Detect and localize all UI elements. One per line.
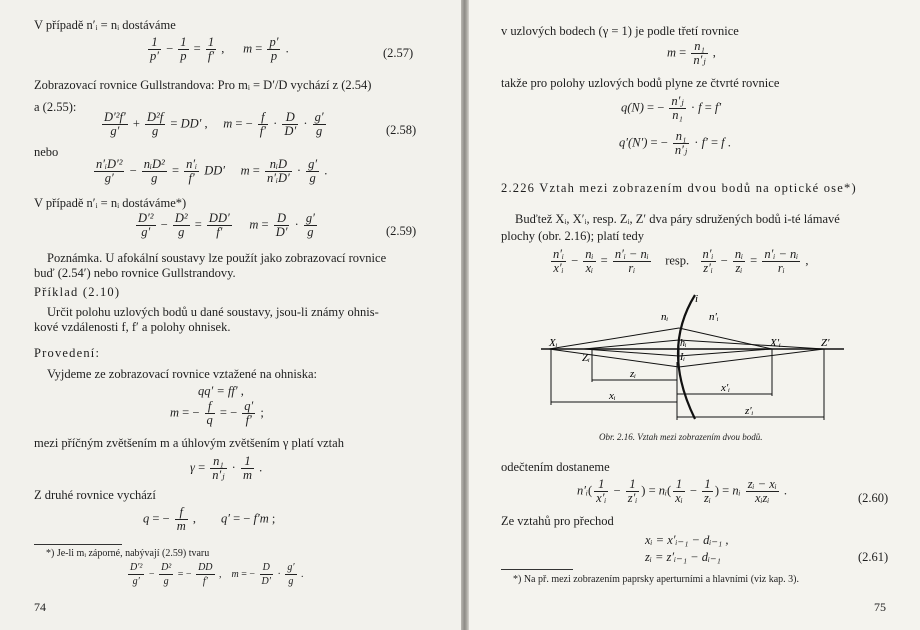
figure-label: z′ᵢ	[745, 405, 754, 417]
book-gutter	[461, 0, 469, 630]
equation: q′(N′) = − $\frac{\text{n₁}}{\text{n′ⱼ}}$ · f′ = f .	[619, 129, 731, 157]
figure-label: xᵢ	[609, 390, 616, 402]
equation-2-58: $\frac{\text{D′²f′}}{g'}$ + $\frac{\text{D²f}}{g}$ = DD′ , m = − $\frac{f}{f'}$ · $\frac{D}{D'}$ · $\frac{g'}{g}$	[104, 110, 324, 138]
figure-label: Zᵢ	[582, 352, 590, 364]
equation: q(N) = − $\frac{\text{n′ⱼ}}{\text{n₁}}$ · f = f′	[621, 94, 722, 122]
equation: zᵢ = z′ᵢ₋₁ − dᵢ₋₁	[645, 550, 721, 564]
footnote: *) Na př. mezi zobrazením paprsky aperturními a hlavními (viz kap. 3).	[513, 574, 800, 585]
equation-2-59: $\frac{\text{D′²}}{g'}$ − $\frac{\text{D²}}{g}$ = $\frac{DD'}{f'}$ m = $\frac{D}{D'}$ · $\frac{g'}{g}$	[138, 211, 315, 239]
equation-number: (2.58)	[386, 123, 417, 137]
equation-number: (2.60)	[858, 491, 889, 505]
example-heading: Příklad (2.10)	[34, 285, 121, 299]
text-line: Buďtež Xᵢ, X′ᵢ, resp. Zᵢ, Z′ dva páry sdružených bodů i-té lámavé	[515, 212, 840, 226]
figure-label: Xᵢ	[549, 337, 558, 349]
text-line: buď (2.54′) nebo rovnice Gullstrandovy.	[34, 266, 236, 280]
text-line: Poznámka. U afokální soustavy lze použít jako zobrazovací rovnice	[47, 251, 387, 265]
figure-label: Z′	[821, 337, 830, 349]
page-number: 75	[874, 600, 886, 614]
section-heading: 2.226 Vztah mezi zobrazením dvou bodů na optické ose*)	[501, 181, 857, 195]
text-line: Vyjdeme ze zobrazovací rovnice vztažené na ohniska:	[47, 367, 318, 381]
right-page	[469, 0, 920, 630]
equation: m = − $\frac{f}{q}$ = − $\frac{q'}{f'}$ ;	[170, 399, 264, 427]
equation: γ = $\frac{\text{n₁}}{\text{n′ⱼ}}$ · $\frac{1}{m}$ .	[190, 454, 263, 482]
text-line: nebo	[34, 145, 59, 159]
equation: m = $\frac{\text{n₁}}{\text{n′ⱼ}}$ ,	[667, 39, 716, 67]
text-line: odečtením dostaneme	[501, 460, 610, 474]
equation: xᵢ = x′ᵢ₋₁ − dᵢ₋₁ ,	[645, 533, 729, 547]
text-line: mezi příčným zvětšením m a úhlovým zvětšením γ platí vztah	[34, 436, 344, 450]
figure-label: x′ᵢ	[721, 382, 731, 394]
text-line: plochy (obr. 2.16); platí tedy	[501, 229, 645, 243]
equation-2-60: n′ᵢ( $\frac{1}{\text{x′ᵢ}}$ − $\frac{1}{\text{z′ᵢ}}$ ) = nᵢ( $\frac{1}{\text{xᵢ}}$ − $\frac{1}{\text{zᵢ}}$ ) = nᵢ $\frac{\text{zᵢ − xᵢ}}{\text{xᵢzᵢ}}$ .	[577, 477, 787, 505]
figure-label: i	[695, 293, 699, 305]
footnote-equation: $\frac{\text{D′²}}{g'}$ − $\frac{\text{D²}}{g}$ = − $\frac{DD}{f'}$ , m = − $\frac{D}{D'}$ · $\frac{g'}{g}$ .	[130, 562, 304, 587]
page-number: 74	[34, 600, 46, 614]
figure-label: n′ᵢ	[709, 311, 719, 323]
solution-heading: Provedení:	[34, 346, 101, 360]
figure-caption: Obr. 2.16. Vztah mezi zobrazením dvou bodů.	[599, 432, 763, 442]
figure-2-16	[469, 290, 920, 430]
text-line: Z druhé rovnice vychází	[34, 488, 156, 502]
text-line: Zobrazovací rovnice Gullstrandova: Pro mᵢ = D′/D vychází z (2.54)	[34, 78, 372, 92]
figure-label: X′ᵢ	[770, 337, 781, 349]
footnote-rule	[501, 569, 573, 570]
text-line: v uzlových bodech (γ = 1) je podle třetí rovnice	[501, 24, 739, 38]
equation-2-57: $\frac{1}{p'}$ − $\frac{1}{p}$ = $\frac{1}{f'}$ , m = $\frac{p'}{p}$ .	[150, 35, 289, 63]
text-line: Ze vztahů pro přechod	[501, 514, 614, 528]
text-line: V případě n′ᵢ = nᵢ dostáváme*)	[34, 196, 187, 210]
text-line: a (2.55):	[34, 100, 77, 114]
figure-label: hᵢ	[680, 338, 687, 349]
equation-2-58b: $\frac{\text{n′ᵢD′²}}{g'}$ − $\frac{\text{nᵢD²}}{g}$ = $\frac{\text{n′ᵢ}}{f'}$ DD′ m = $\frac{\text{nᵢD}}{\text{n′ᵢD′}}$ · $\frac{g'}{g}$ .	[96, 157, 328, 185]
equation-number: (2.57)	[383, 46, 414, 60]
equation: q = − $\frac{f}{m}$ , q′ = − f′m ;	[143, 505, 276, 533]
equation: qq′ = ff′ ,	[198, 384, 244, 398]
footnote: *) Je-li mᵢ záporné, nabývají (2.59) tvaru	[46, 548, 210, 559]
equation-number: (2.59)	[386, 224, 417, 238]
text-line: Určit polohu uzlových bodů u dané soustavy, jsou-li známy ohnis-	[47, 305, 379, 319]
figure-label: zᵢ	[630, 368, 637, 380]
figure-label: nᵢ	[661, 311, 669, 323]
text-line: V případě n′ᵢ = nᵢ dostáváme	[34, 18, 176, 32]
equation-pair: $\frac{\text{n′ᵢ}}{\text{x′ᵢ}}$ − $\frac{\text{nᵢ}}{\text{xᵢ}}$ = $\frac{\text{n′ᵢ − nᵢ}}{\text{rᵢ}}$ resp. $\frac{\text{n′ᵢ}}{\text{z′ᵢ}}$ − $\frac{\text{nᵢ}}{\text{zᵢ}}$ = $\frac{\text{n′ᵢ − nᵢ}}{\text{rᵢ}}$ ,	[553, 247, 809, 275]
figure-label: Iᵢ	[680, 352, 685, 363]
equation-number: (2.61)	[858, 550, 889, 564]
text-line: kové vzdálenosti f, f′ a polohy ohnisek.	[34, 320, 231, 334]
footnote-rule	[34, 544, 122, 545]
text-line: takže pro polohy uzlových bodů plyne ze čtvrté rovnice	[501, 76, 780, 90]
